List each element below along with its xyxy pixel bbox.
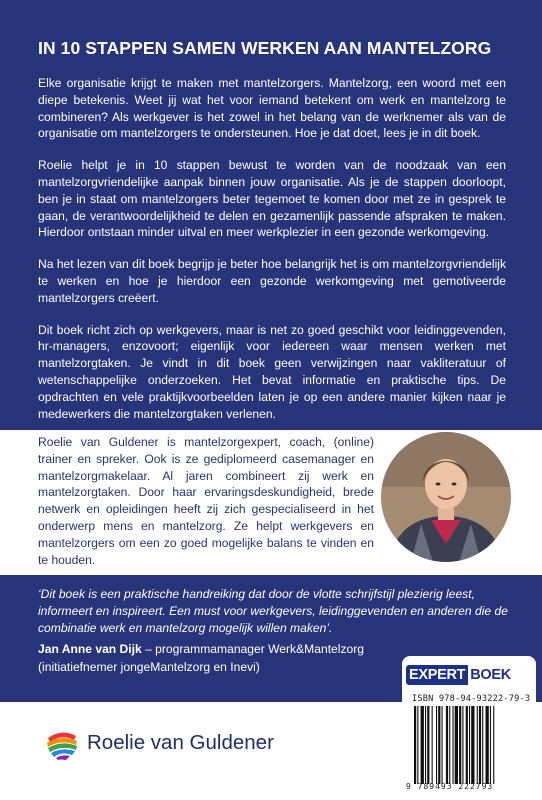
author-logo-text: Roelie van Guldener	[87, 731, 274, 754]
barcode-bar	[471, 706, 474, 784]
endorsement-author-note: (initiatiefnemer jongeMantelzorg en Inevi)	[38, 660, 260, 674]
author-bio-section	[0, 430, 542, 575]
paragraph-4: Dit boek richt zich op werkgevers, maar is net zo goed geschikt voor leidinggevenden, hr-managers, enzovoort; eigenlijk voor iedereen waar mensen werken met mantelzorgtaken. Je vindt in dit boek geen verwijzingen naar vakliteratuur of wetenschappelijke onderzoeken. Het bevat informatie en praktische tips. De opdrachten en vele praktijkvoorbeelden laten je op een andere manier kijken naar je medewerkers die mantelzorgtaken verlenen.	[38, 322, 506, 421]
barcode-bar	[493, 706, 494, 784]
barcode-bar	[479, 706, 481, 784]
barcode-bar	[421, 706, 424, 784]
endorsement-author-name: Jan Anne van Dijk	[38, 642, 142, 656]
barcode-bar	[425, 706, 426, 784]
cover-title: IN 10 STAPPEN SAMEN WERKEN AAN MANTELZORG	[38, 38, 492, 58]
barcode-bar	[466, 706, 468, 784]
barcode-bar	[455, 706, 458, 784]
isbn-label: ISBN 978-94-93222-79-3	[412, 694, 531, 704]
barcode-icon	[412, 706, 530, 784]
endorsement-quote: ‘Dit boek is een praktische handreiking dat door de vlotte schrijfstijl plezierig leest, informeert en inspireert. Een must voor werkgevers, leidinggevenden en anderen die de combinatie werk en mantelzorg mogelijk willen maken’.	[38, 587, 508, 635]
rainbow-globe-icon	[44, 726, 80, 762]
barcode-bar	[414, 706, 416, 784]
author-bio: Roelie van Guldener is mantelzorgexpert, coach, (online) trainer en spreker. Ook is ze gediplomeerd casemanager en mantelzorgmakelaar. Al jaren combineert zij werk en mantelzorgtaken. Door haar ervaringsdeskundigheid, brede netwerk en opleidingen heeft zij zich gespecialiseerd in het onderwerp mens en mantelzorg. Ze helpt werkgevers en mantelzorgers om een zo goed mogelijke balans te vinden en te houden.	[38, 435, 374, 567]
barcode-number: 9 789493 222793	[406, 782, 494, 791]
barcode-bar	[482, 706, 483, 784]
barcode-bar	[453, 706, 454, 784]
paragraph-1: Elke organisatie krijgt te maken met mantelzorgers. Mantelzorg, een woord met een diepe betekenis. Weet jij wat het voor iemand betekent om werk en mantelzorg te combineren? Als werkgever is het zowel in het belang van de werknemer als van de organisatie om mantelzorgers te ondersteunen. Hoe je dat doet, lees je in dit boek.	[38, 76, 506, 141]
publisher-logo	[406, 662, 513, 688]
barcode-panel	[402, 656, 536, 794]
description-text	[38, 75, 506, 437]
publisher-logo-left: EXPERT	[406, 665, 468, 685]
author-portrait	[381, 432, 511, 562]
paragraph-3: Na het lezen van dit boek begrijp je beter hoe belangrijk het is om mantelzorgvriendelijk te werken en hoe je hierdoor een gezonde werkomgeving met gemotiveerde mantelzorgers creëert.	[38, 257, 506, 305]
barcode-bar	[438, 706, 440, 784]
barcode-bar	[449, 706, 450, 784]
barcode-bar	[436, 706, 437, 784]
barcode-bar	[446, 706, 448, 784]
endorsement-author-role: – programmamanager Werk&Mantelzorg	[141, 642, 364, 656]
barcode-bar	[427, 706, 429, 784]
barcode-bar	[462, 706, 463, 784]
publisher-logo-right: BOEK	[470, 667, 511, 683]
barcode-bar	[417, 706, 418, 784]
barcode-bar	[469, 706, 470, 784]
barcode-bar	[486, 706, 489, 784]
endorsement-author	[38, 641, 364, 658]
author-portrait-icon	[381, 432, 511, 562]
paragraph-2: Roelie helpt je in 10 stappen bewust te worden van de noodzaak van een mantelzorgvriendelijke aanpak binnen jouw organisatie. Als je de stappen doorloopt, ben je in staat om mantelzorgers beter tegemoet te komen door met ze in gesprek te gaan, de verantwoordelijkheid te delen en gezamenlijk passende afspraken te maken. Hierdoor ontstaan minder uitval en meer werkplezier in een gezonde werkomgeving.	[38, 158, 506, 240]
barcode-bar	[432, 706, 433, 784]
barcode-bar	[459, 706, 461, 784]
barcode-bar	[442, 706, 443, 784]
barcode-bar	[477, 706, 478, 784]
barcode-bar	[490, 706, 491, 784]
